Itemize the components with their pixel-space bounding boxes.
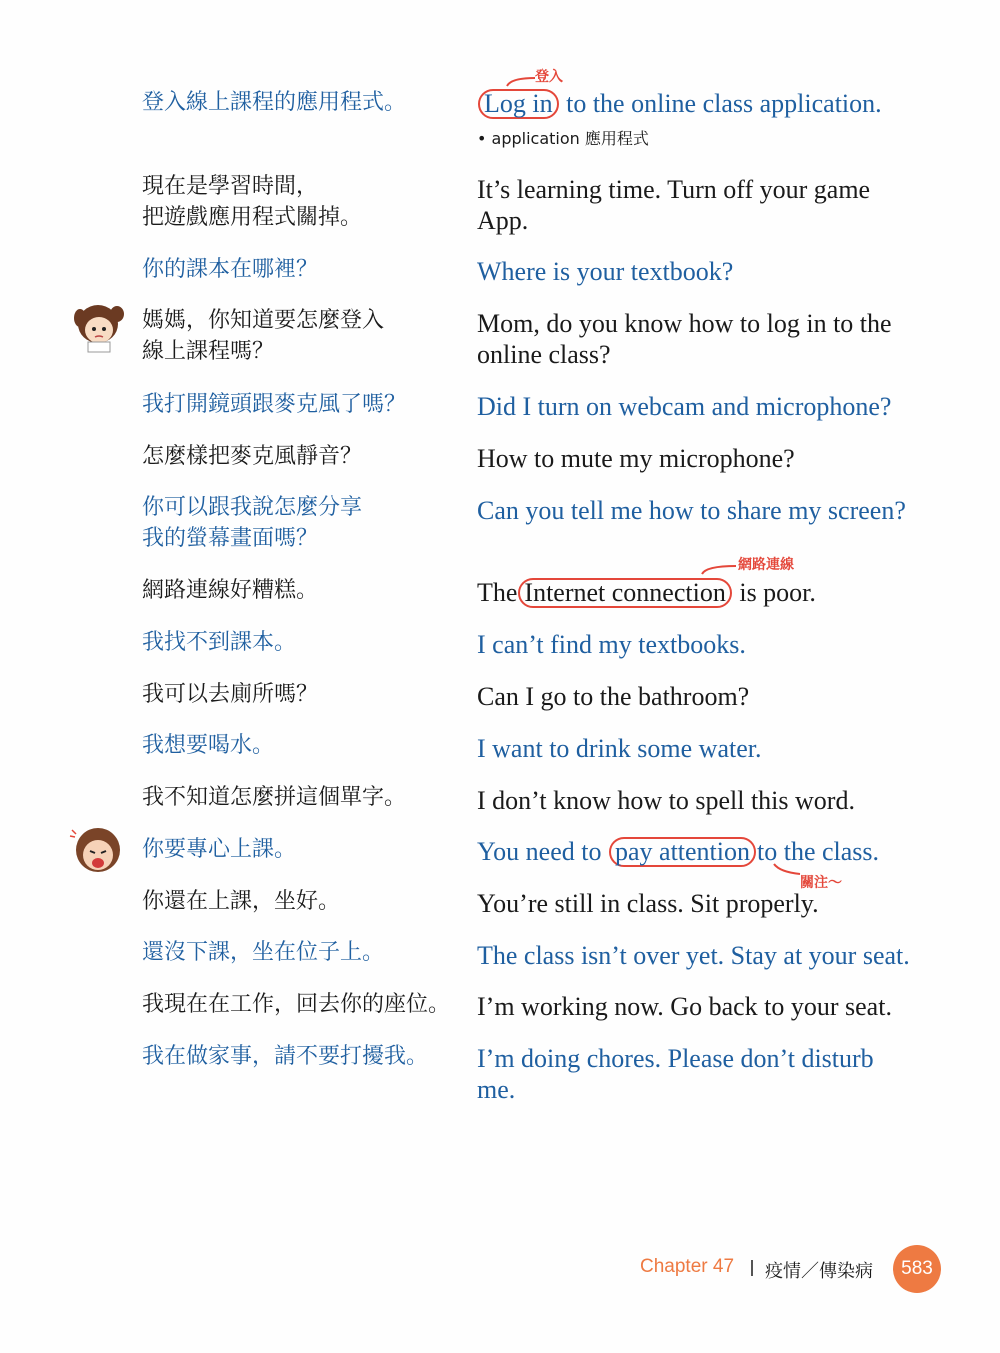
chinese-text: 現在是學習時間， 把遊戲應用程式關掉。 — [142, 174, 363, 230]
chinese-text: 我不知道怎麼拼這個單字。 — [142, 785, 407, 810]
annotation-pointer-icon — [505, 72, 545, 88]
english-text: I want to drink some water. — [477, 734, 762, 763]
english-text: How to mute my microphone? — [477, 444, 795, 473]
chinese-text: 我找不到課本。 — [142, 630, 297, 655]
circled-phrase: Internet connection — [518, 578, 731, 608]
chinese-text: 你可以跟我說怎麼分享 我的螢幕畫面嗎？ — [142, 495, 363, 551]
english-text: Did I turn on webcam and microphone? — [477, 392, 892, 421]
annotation-pay-attention: 關注～ — [800, 875, 842, 891]
annotation-log-in: 登入 — [535, 69, 563, 85]
chinese-text: 登入線上課程的應用程式。 — [142, 90, 407, 115]
annotation-internet-connection: 網路連線 — [738, 557, 794, 573]
chinese-text: 我可以去廁所嗎？ — [142, 682, 319, 707]
english-text: Can I go to the bathroom? — [477, 682, 750, 711]
chinese-text: 怎麼樣把麥克風靜音？ — [142, 444, 363, 469]
english-text: You’re still in class. Sit properly. — [477, 889, 819, 918]
chinese-text: 還沒下課，坐在位子上。 — [142, 940, 385, 965]
english-text: I can’t find my textbooks. — [477, 630, 746, 659]
mom-avatar-icon — [68, 822, 128, 882]
english-text: I’m working now. Go back to your seat. — [477, 992, 892, 1021]
footer-divider — [751, 1260, 753, 1276]
chinese-text: 你要專心上課。 — [142, 837, 297, 862]
english-text: Mom, do you know how to log in to the online class? — [477, 309, 892, 369]
english-text: It’s learning time. Turn off your game App. — [477, 175, 871, 235]
english-text: I don’t know how to spell this word. — [477, 786, 855, 815]
chapter-topic: 疫情／傳染病 — [765, 1261, 873, 1282]
english-text: The class isn’t over yet. Stay at your seat. — [477, 941, 910, 970]
annotation-pointer-icon — [700, 560, 740, 576]
english-text: I’m doing chores. Please don’t disturb me. — [477, 1044, 874, 1104]
chinese-text: 媽媽，你知道要怎麼登入 線上課程嗎？ — [142, 308, 385, 364]
english-text: Can you tell me how to share my screen? — [477, 496, 906, 525]
english-text: The Internet connection is poor. — [477, 578, 816, 607]
chinese-text: 我打開鏡頭跟麥克風了嗎？ — [142, 392, 407, 417]
chinese-text: 網路連線好糟糕。 — [142, 578, 319, 603]
chapter-label: Chapter 47 — [640, 1256, 735, 1277]
chinese-text: 我想要喝水。 — [142, 733, 275, 758]
vocab-note: • application 應用程式 — [477, 129, 649, 148]
girl-avatar-icon — [68, 296, 128, 356]
chinese-text: 我現在在工作，回去你的座位。 — [142, 992, 451, 1017]
chinese-text: 我在做家事，請不要打擾我。 — [142, 1044, 429, 1069]
chinese-text: 你的課本在哪裡？ — [142, 257, 319, 282]
english-text: Where is your textbook? — [477, 257, 734, 286]
circled-phrase: pay attention — [609, 837, 756, 867]
english-text: You need to pay attention to the class. — [477, 837, 880, 866]
circled-phrase: Log in — [478, 89, 559, 119]
page-number: 583 — [893, 1245, 941, 1293]
english-text: Log in to the online class application. — [477, 88, 977, 119]
chinese-text: 你還在上課，坐好。 — [142, 889, 341, 914]
